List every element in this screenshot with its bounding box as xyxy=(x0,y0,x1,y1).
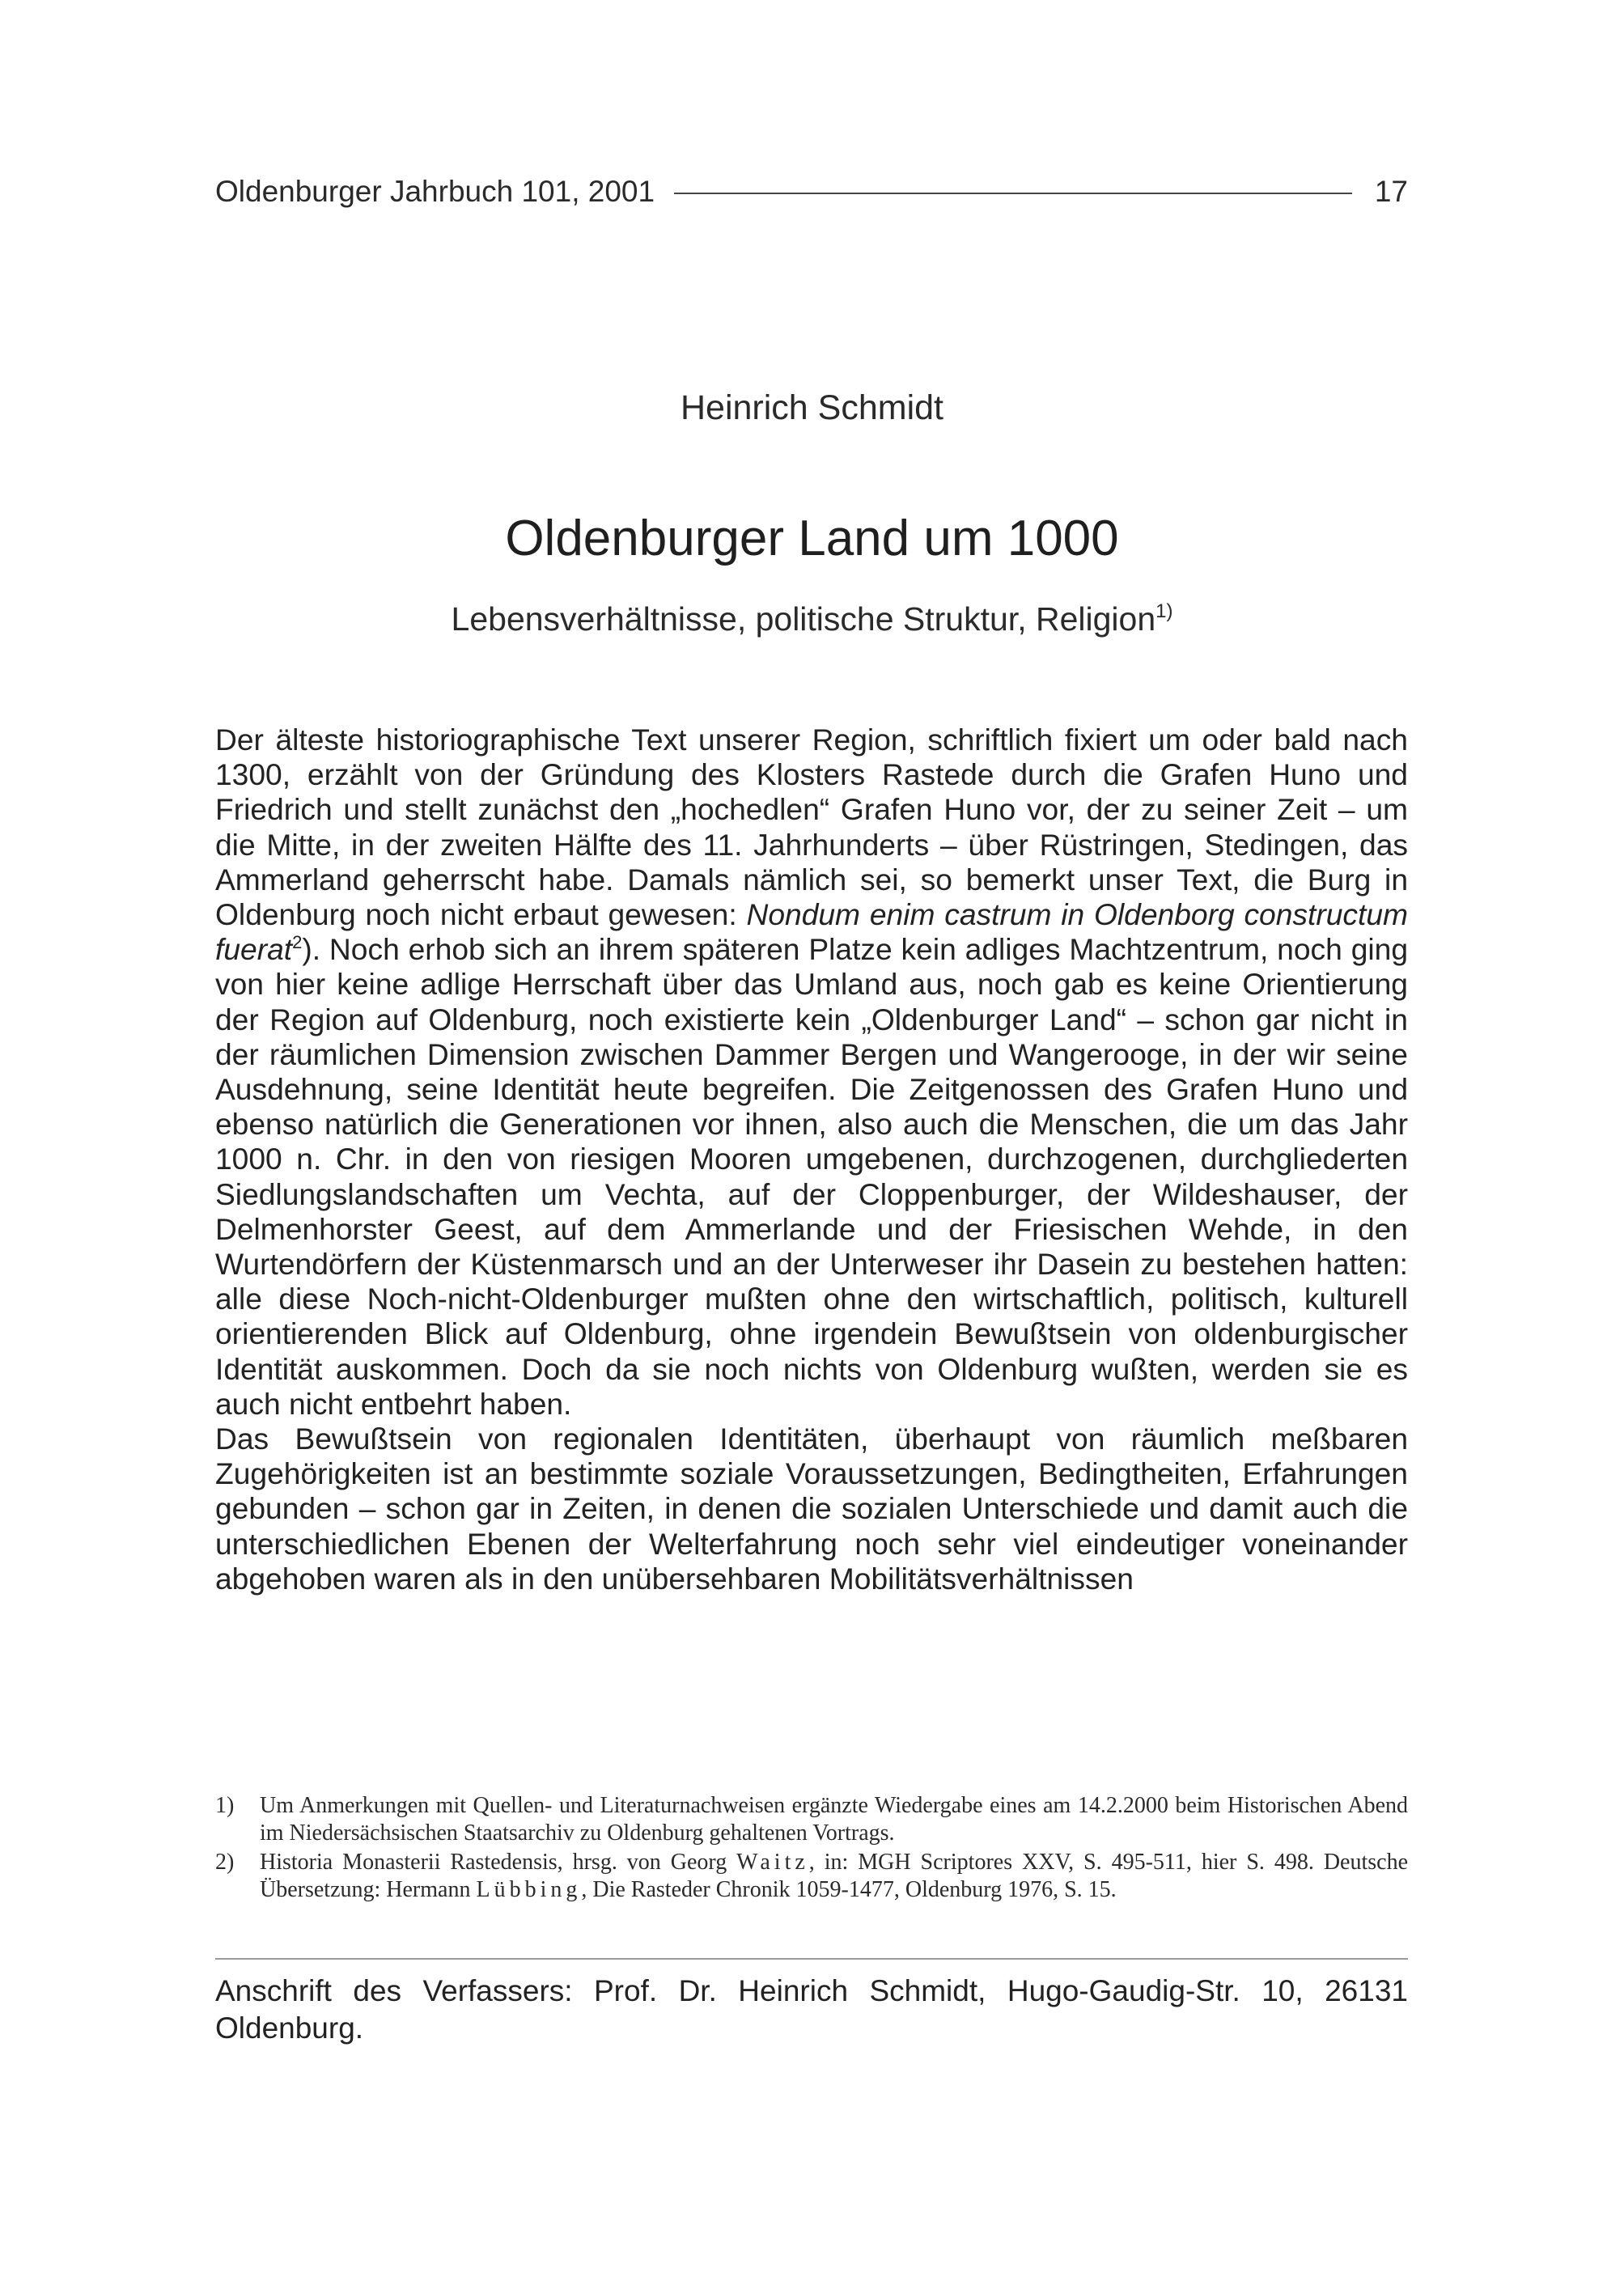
paragraph-1 xyxy=(215,723,1408,1422)
footnote-2-editor-name: Waitz xyxy=(736,1850,809,1875)
header-rule xyxy=(674,193,1352,194)
paragraph-1-part-a: Der älteste historiographische Text unserer Region, schriftlich fixiert um oder bald nach 1300, erzählt von der Gründung des Klosters Rastede durch die Grafen Huno und Friedrich und stellt zunächst den „hochedlen“ Grafen Huno vor, der zu seiner Zeit – um die Mitte, in der zweiten Hälfte des 11. Jahrhunderts – über Rüstringen, Stedingen, das Ammerland geherrscht habe. Damals nämlich sei, so bemerkt unser Text, die Burg in Oldenburg noch nicht erbaut gewesen: xyxy=(215,723,1408,932)
footnote-1 xyxy=(215,1792,1408,1847)
footnote-1-number: 1) xyxy=(215,1793,235,1818)
footnote-2-part-b: , in: MGH Scriptores XXV, S. 495-511, hier S. 498. Deutsche Übersetzung: Hermann xyxy=(260,1850,1408,1902)
subtitle-text: Lebensverhältnisse, politische Struktur, Religion xyxy=(451,600,1156,638)
page-number: 17 xyxy=(1374,175,1408,208)
footnote-1-text: Um Anmerkungen mit Quellen- und Literaturnachweisen ergänzte Wiedergabe eines am 14.2.2000 beim Historischen Abend im Niedersächsischen Staatsarchiv zu Oldenburg gehaltenen Vortrags. xyxy=(260,1793,1408,1846)
footnote-2-translator-name: Lübbing xyxy=(476,1877,582,1902)
footnote-2-text xyxy=(260,1849,1408,1904)
body-text xyxy=(215,723,1408,1596)
footnote-2 xyxy=(215,1849,1408,1904)
journal-citation: Oldenburger Jahrbuch 101, 2001 xyxy=(215,175,655,208)
author-address: Anschrift des Verfassers: Prof. Dr. Heinrich Schmidt, Hugo-Gaudig-Str. 10, 26131 Oldenburg. xyxy=(215,1974,1408,2045)
paragraph-1-part-b: ). Noch erhob sich an ihrem späteren Platze kein adliges Machtzentrum, noch ging von hier keine adlige Herrschaft über das Umland aus, noch gab es keine Orientierung der Region auf Oldenburg, noch existierte kein „Oldenburger Land“ – schon gar nicht in der räumlichen Dimension zwischen Dammer Bergen und Wangerooge, in der wir seine Ausdehnung, seine Identität heute begreifen. Die Zeitgenossen des Grafen Huno und ebenso natürlich die Generationen vor ihnen, also auch die Menschen, die um das Jahr 1000 n. Chr. in den von riesigen Mooren umgebenen, durchzogenen, durchgliederten Siedlungslandschaften um Vechta, auf der Cloppenburger, der Wildeshauser, der Delmenhorster Geest, auf dem Ammerlande und der Friesischen Wehde, in den Wurtendörfern der Küstenmarsch und an der Unterweser ihr Dasein zu bestehen hatten: alle diese Noch-nicht-Oldenburger mußten ohne den wirtschaftlich, politisch, kulturell orientierenden Blick auf Oldenburg, ohne irgendein Bewußtsein von oldenburgischer Identität auskommen. Doch da sie noch nichts von Oldenburg wußten, werden sie es auch nicht entbehrt haben. xyxy=(215,932,1408,1421)
running-header xyxy=(215,172,1408,212)
footnote-2-number: 2) xyxy=(215,1850,235,1875)
footnotes xyxy=(215,1792,1408,1905)
footnote-2-part-c: , Die Rasteder Chronik 1059-1477, Oldenburg 1976, S. 15. xyxy=(581,1877,1117,1902)
article-title: Oldenburger Land um 1000 xyxy=(505,511,1119,566)
latin-quote: Nondum enim castrum in Oldenborg constructum fuerat xyxy=(215,897,1408,967)
paragraph-2: Das Bewußtsein von regionalen Identitäten, überhaupt von räumlich meßbaren Zugehörigkeiten ist an bestimmte soziale Voraussetzungen, Bedingtheiten, Erfahrungen gebunden – schon gar in Zeiten, in denen die sozialen Unterschiede und damit auch die unterschiedlichen Ebenen der Welterfahrung noch sehr viel eindeutiger voneinander abgehoben waren als in den unübersehbaren Mobilitätsverhältnissen xyxy=(215,1422,1408,1596)
address-divider xyxy=(215,1958,1408,1960)
author-name: Heinrich Schmidt xyxy=(681,388,943,427)
footnote-2-part-a: Historia Monasterii Rastedensis, hrsg. von Georg xyxy=(260,1850,737,1875)
subtitle-footnote-ref[interactable]: 1) xyxy=(1155,600,1173,622)
article-subtitle xyxy=(0,600,1624,638)
footnote-ref-2[interactable]: 2 xyxy=(292,932,303,953)
